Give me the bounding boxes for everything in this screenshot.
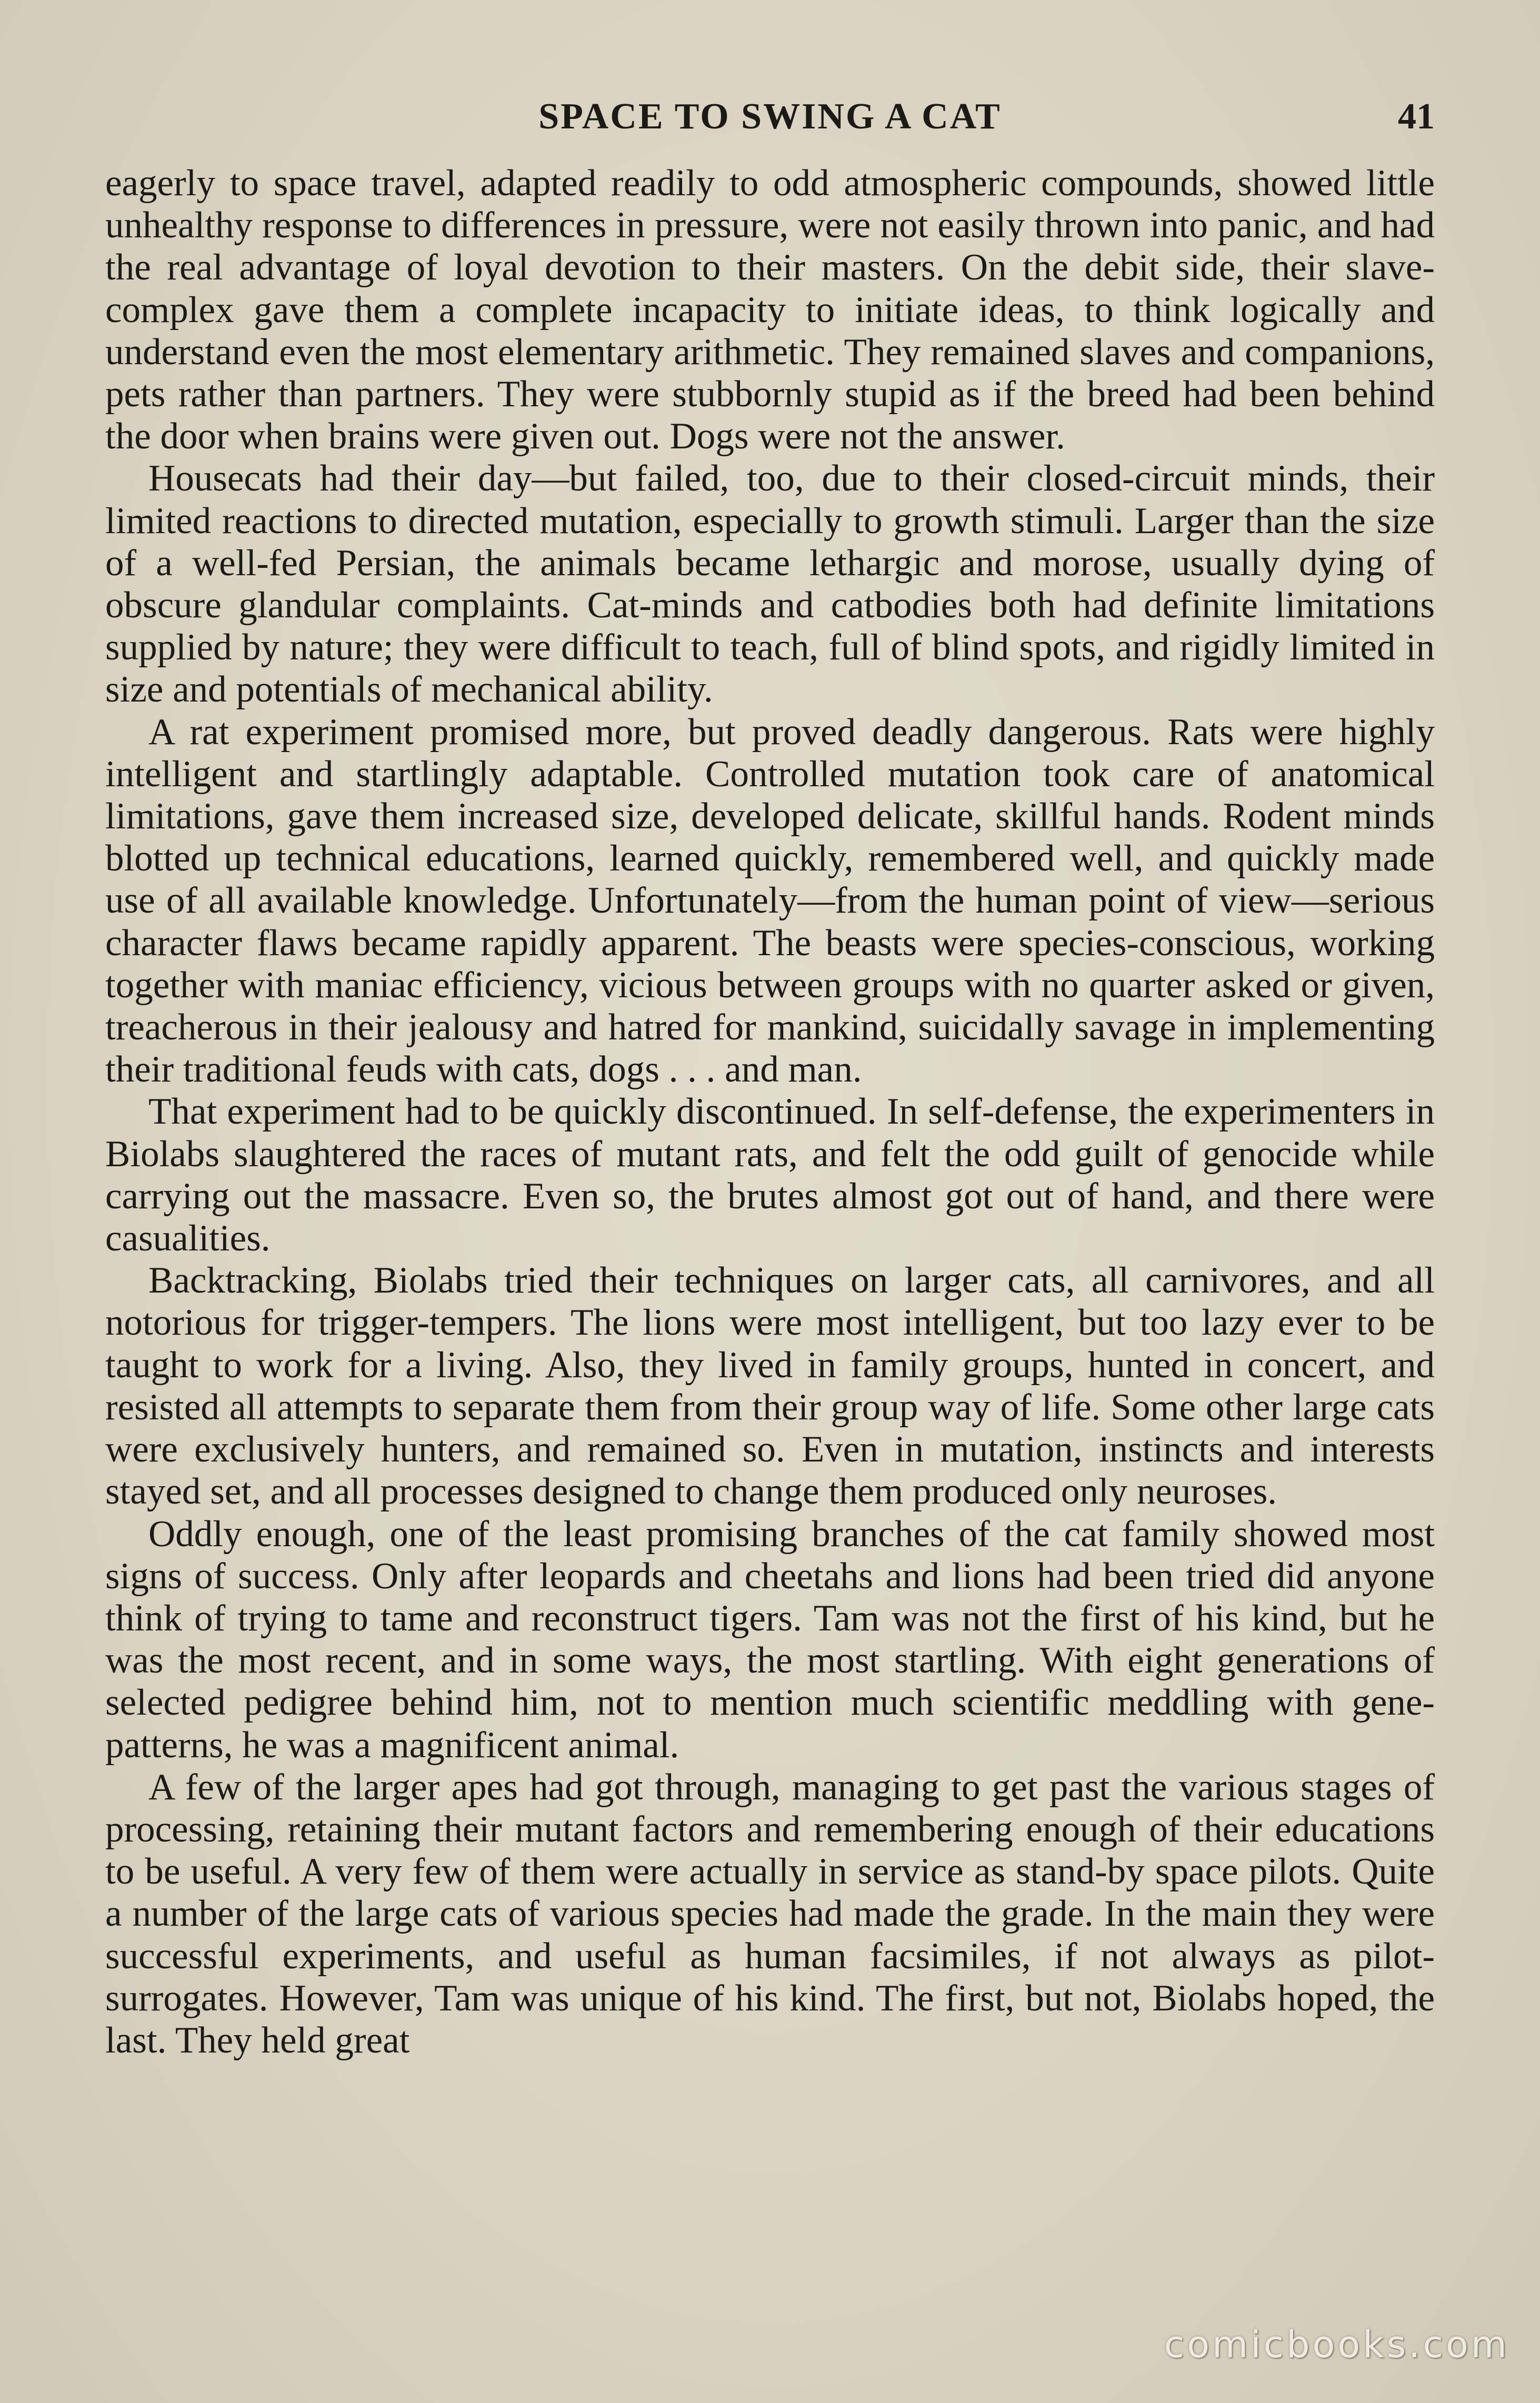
paragraph-4: That experiment had to be quickly discontinued. In self-defense, the experimenters in Biolabs slaughtered the races of mutant rats, and felt the odd guilt of genocide while carrying out the massacre. Even so, the brutes almost got out of hand, and there were casualities. — [105, 1091, 1435, 1259]
paragraph-2: Housecats had their day—but failed, too, due to their closed-circuit minds, their limited reactions to directed mutation, especially to growth stimuli. Larger than the size of a well-fed Persian, the animals became lethargic and morose, usually dying of obscure glandular complaints. Cat-minds and catbodies both had definite limitations supplied by nature; they were difficult to teach, full of blind spots, and rigidly limited in size and potentials of mechanical ability. — [105, 458, 1435, 710]
body-text — [105, 162, 1435, 2061]
watermark-text: comicbooks.com — [1164, 2323, 1509, 2366]
running-title: SPACE TO SWING A CAT — [538, 96, 1002, 137]
running-head — [105, 91, 1435, 148]
paragraph-1: eagerly to space travel, adapted readily to odd atmospheric compounds, showed little unhealthy response to differences in pressure, were not easily thrown into panic, and had the real advantage of loyal devotion to their masters. On the debit side, their slave-complex gave them a complete incapacity to initiate ideas, to think logically and understand even the most elementary arithmetic. They remained slaves and companions, pets rather than partners. They were stubbornly stupid as if the breed had been behind the door when brains were given out. Dogs were not the answer. — [105, 163, 1435, 457]
page-number: 41 — [1398, 96, 1435, 137]
paragraph-6: Oddly enough, one of the least promising branches of the cat family showed most signs of success. Only after leopards and cheetahs and lions had been tried did anyone think of trying to tame and reconstruct tigers. Tam was not the first of his kind, but he was the most recent, and in some ways, the most startling. With eight generations of selected pedigree behind him, not to mention much scientific meddling with gene-patterns, he was a magnificent animal. — [105, 1513, 1435, 1766]
paragraph-5: Backtracking, Biolabs tried their techniques on larger cats, all carnivores, and all notorious for trigger-tempers. The lions were most intelligent, but too lazy ever to be taught to work for a living. Also, they lived in family groups, hunted in concert, and resisted all attempts to separate them from their group way of life. Some other large cats were exclusively hunters, and remained so. Even in mutation, instincts and interests stayed set, and all processes designed to change them produced only neuroses. — [105, 1260, 1435, 1513]
paragraph-3: A rat experiment promised more, but proved deadly dangerous. Rats were highly intelligent and startlingly adaptable. Controlled mutation took care of anatomical limitations, gave them increased size, developed delicate, skillful hands. Rodent minds blotted up technical educations, learned quickly, remembered well, and quickly made use of all available knowledge. Unfortunately—from the human point of view—serious character flaws became rapidly apparent. The beasts were species-conscious, working together with maniac efficiency, vicious between groups with no quarter asked or given, treacherous in their jealousy and hatred for mankind, suicidally savage in implementing their traditional feuds with cats, dogs . . . and man. — [105, 711, 1435, 1090]
paragraph-7: A few of the larger apes had got through, managing to get past the various stages of processing, retaining their mutant factors and remembering enough of their educations to be useful. A very few of them were actually in service as stand-by space pilots. Quite a number of the large cats of various species had made the grade. In the main they were successful experiments, and useful as human facsimiles, if not always as pilot-surrogates. However, Tam was unique of his kind. The first, but not, Biolabs hoped, the last. They held great — [105, 1766, 1435, 2061]
